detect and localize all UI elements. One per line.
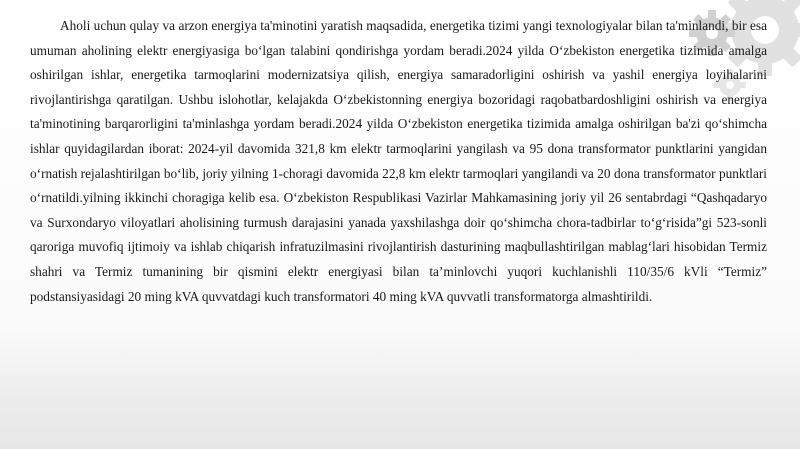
body-paragraph: Aholi uchun qulay va arzon energiya ta'minotini yaratish maqsadida, energetika tizimi yangi texnologiyalar bilan ta'minlandi, bir esa umuman aholining elektr energiyasiga boʻlgan talabini qondirishga yordam beradi.2024 yilda Oʻzbekiston energetika tizimida amalga oshirilgan ishlar, energetika tarmoqlarini modernizatsiya qilish, energiya samaradorligini oshirish va yashil energiya loyihalarini rivojlantirishga qaratilgan. Ushbu islohotlar, kelajakda Oʻzbekistonning energiya bozoridagi raqobatbardoshligini oshirish va energiya ta'minotining barqarorligini ta'minlashga yordam beradi.2024 yilda Oʻzbekiston energetika tizimida amalga oshirilgan ba'zi qoʻshimcha ishlar quyidagilardan iborat: 2024-yil davomida 321,8 km elektr tarmoqlarini yangilash va 95 dona transformator punktlarini yangidan oʻrnatish rejalashtirilgan boʻlib, joriy yilning 1-choragi davomida 22,8 km elektr tarmoqlari yangilandi va 20 dona transformator punktlari oʻrnatildi.yilning ikkinchi choragiga kelib esa. Oʻzbekiston Respublikasi Vazirlar Mahkamasining joriy yil 26 sentabrdagi “Qashqadaryo va Surxondaryo viloyatlari aholisining turmush darajasini yanada yaxshilashga doir qoʻshimcha chora-tadbirlar toʻgʻrisida”gi 523-sonli qaroriga muvofiq ijtimoiy va ishlab chiqarish infratuzilmasini rivojlantirish dasturining maqbullashtirilgan mablagʻlari hisobidan Termiz shahri va Termiz tumanining bir qismini elektr energiyasi bilan ta’minlovchi yuqori kuchlanishli 110/35/6 kVli “Termiz” podstansiyasidagi 20 ming kVA quvvatdagi kuch transformatori 40 ming kVA quvvatli transformatorga almashtirildi.: [30, 18, 767, 304]
bottom-shade: [0, 329, 800, 449]
